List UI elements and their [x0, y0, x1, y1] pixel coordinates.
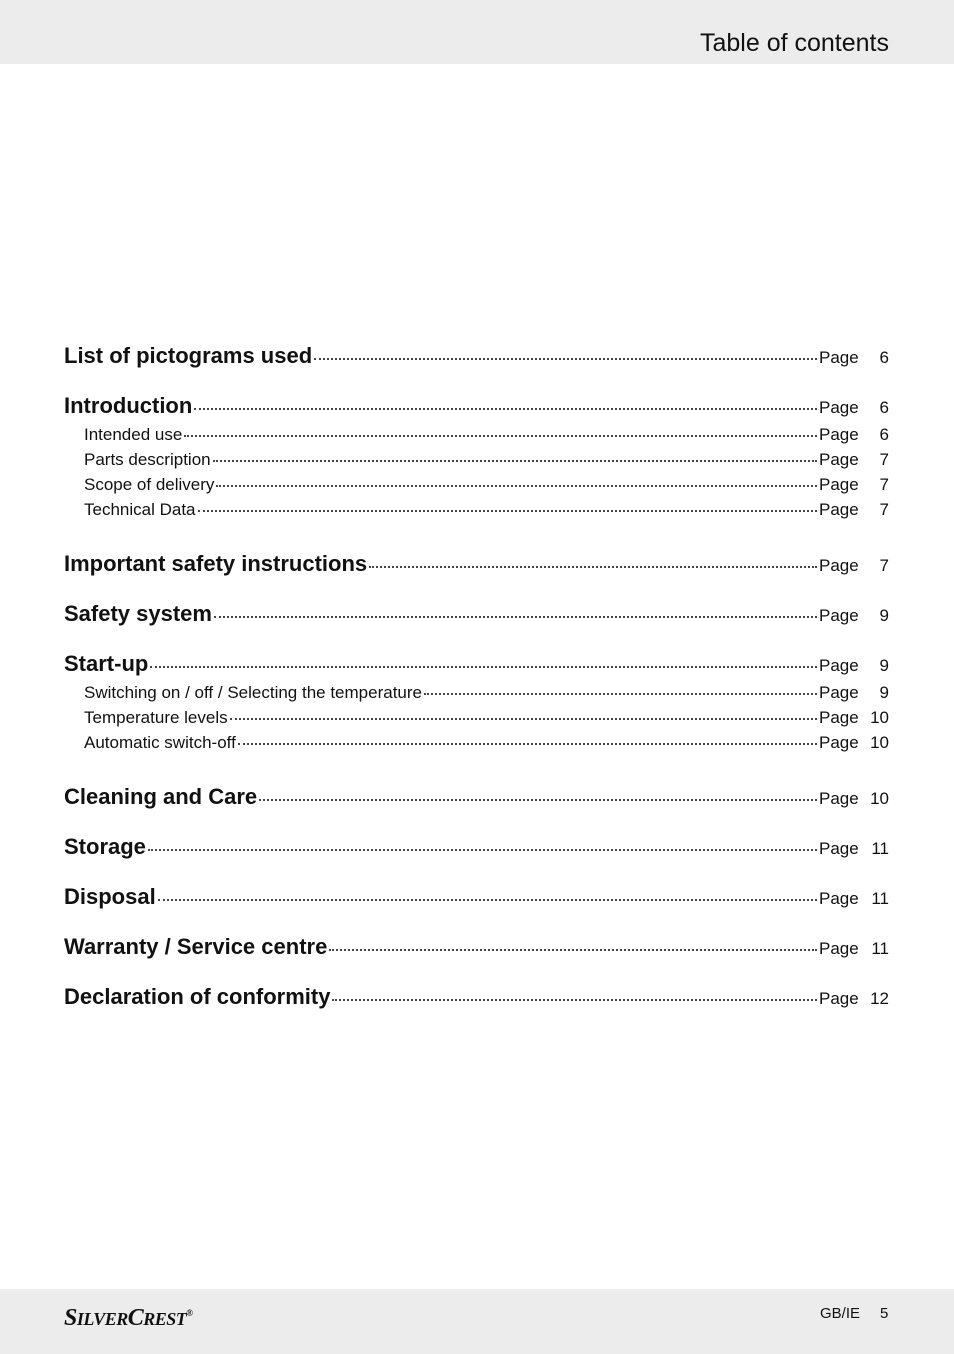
logo-letter: S	[64, 1305, 77, 1331]
toc-page-number: 7	[879, 500, 889, 519]
toc-section-entry	[64, 781, 889, 813]
toc-subsection-entry	[64, 705, 889, 730]
toc-page-number: 12	[870, 989, 889, 1008]
toc-entry-label: Start-up	[64, 651, 149, 676]
toc-page-number: 7	[879, 450, 889, 469]
toc-section-entry	[64, 340, 889, 372]
toc-page-word: Page	[819, 398, 859, 417]
table-of-contents	[64, 340, 889, 1013]
toc-section-entry	[64, 648, 889, 680]
toc-page-word: Page	[819, 425, 859, 444]
toc-entry-label: Cleaning and Care	[64, 784, 258, 809]
toc-page-word: Page	[819, 450, 859, 469]
toc-entry-label: Important safety instructions	[64, 551, 368, 576]
toc-page-word: Page	[819, 789, 859, 808]
toc-page-word: Page	[819, 475, 859, 494]
toc-page-word: Page	[819, 989, 859, 1008]
toc-entry-label: Declaration of conformity	[64, 984, 331, 1009]
toc-page-word: Page	[819, 889, 859, 908]
toc-page-word: Page	[819, 733, 859, 752]
toc-subsection-entry	[64, 497, 889, 522]
toc-entry-label: Automatic switch-off	[84, 733, 236, 752]
toc-page-word: Page	[819, 348, 859, 367]
toc-subsection-entry	[64, 730, 889, 755]
toc-section-entry	[64, 931, 889, 963]
footer-region: GB/IE	[820, 1305, 861, 1322]
toc-entry-label: Introduction	[64, 393, 193, 418]
page-title: Table of contents	[699, 29, 889, 57]
toc-section-entry	[64, 831, 889, 863]
toc-page-number: 9	[879, 683, 889, 702]
dot-leader	[259, 799, 817, 801]
dot-leader	[150, 666, 817, 668]
dot-leader	[314, 358, 817, 360]
toc-page-number: 11	[871, 839, 889, 858]
toc-page-word: Page	[819, 656, 859, 675]
dot-leader	[194, 408, 817, 410]
toc-subsection-entry	[64, 472, 889, 497]
dot-leader	[332, 999, 817, 1001]
toc-page-number: 11	[871, 939, 889, 958]
toc-page-number: 6	[879, 398, 889, 417]
dot-leader	[230, 718, 817, 720]
toc-page-word: Page	[819, 556, 859, 575]
footer-page-number: 5	[880, 1305, 889, 1322]
toc-page-number: 10	[870, 733, 889, 752]
dot-leader	[158, 899, 817, 901]
toc-page-number: 7	[879, 475, 889, 494]
toc-page-word: Page	[819, 683, 859, 702]
toc-page-number: 7	[879, 556, 889, 575]
toc-page-number: 10	[870, 708, 889, 727]
toc-page-number: 6	[879, 348, 889, 367]
toc-subsection-entry	[64, 422, 889, 447]
toc-entry-label: Switching on / off / Selecting the temperature	[84, 683, 422, 702]
toc-page-number: 10	[870, 789, 889, 808]
toc-entry-label: Technical Data	[84, 500, 196, 519]
logo-letters: REST	[143, 1309, 187, 1329]
registered-mark: ®	[186, 1308, 193, 1318]
toc-entry-label: Temperature levels	[84, 708, 228, 727]
toc-entry-label: List of pictograms used	[64, 343, 313, 368]
toc-section-entry	[64, 390, 889, 422]
dot-leader	[238, 743, 817, 745]
dot-leader	[213, 460, 817, 462]
toc-page-word: Page	[819, 500, 859, 519]
toc-page-word: Page	[819, 708, 859, 727]
toc-entry-label: Scope of delivery	[84, 475, 215, 494]
toc-page-word: Page	[819, 939, 859, 958]
logo-letters: ILVER	[76, 1309, 128, 1329]
dot-leader	[148, 849, 817, 851]
dot-leader	[216, 485, 817, 487]
silvercrest-logo	[64, 1298, 193, 1334]
toc-entry-label: Warranty / Service centre	[64, 934, 328, 959]
toc-page-number: 9	[879, 606, 889, 625]
toc-page-number: 9	[879, 656, 889, 675]
toc-page-word: Page	[819, 839, 859, 858]
toc-section-entry	[64, 548, 889, 580]
dot-leader	[369, 566, 817, 568]
toc-section-entry	[64, 981, 889, 1013]
toc-page-number: 6	[879, 425, 889, 444]
toc-entry-label: Disposal	[64, 884, 156, 909]
toc-page-word: Page	[819, 606, 859, 625]
toc-page-number: 11	[871, 889, 889, 908]
logo-letter: C	[127, 1305, 144, 1331]
toc-entry-label: Parts description	[84, 450, 211, 469]
toc-entry-label: Safety system	[64, 601, 212, 626]
toc-section-entry	[64, 598, 889, 630]
dot-leader	[329, 949, 817, 951]
dot-leader	[198, 510, 817, 512]
toc-entry-label: Intended use	[84, 425, 183, 444]
toc-section-entry	[64, 881, 889, 913]
toc-entry-label: Storage	[64, 834, 146, 859]
dot-leader	[424, 693, 817, 695]
dot-leader	[214, 616, 817, 618]
toc-subsection-entry	[64, 447, 889, 472]
dot-leader	[184, 435, 817, 437]
toc-subsection-entry	[64, 680, 889, 705]
